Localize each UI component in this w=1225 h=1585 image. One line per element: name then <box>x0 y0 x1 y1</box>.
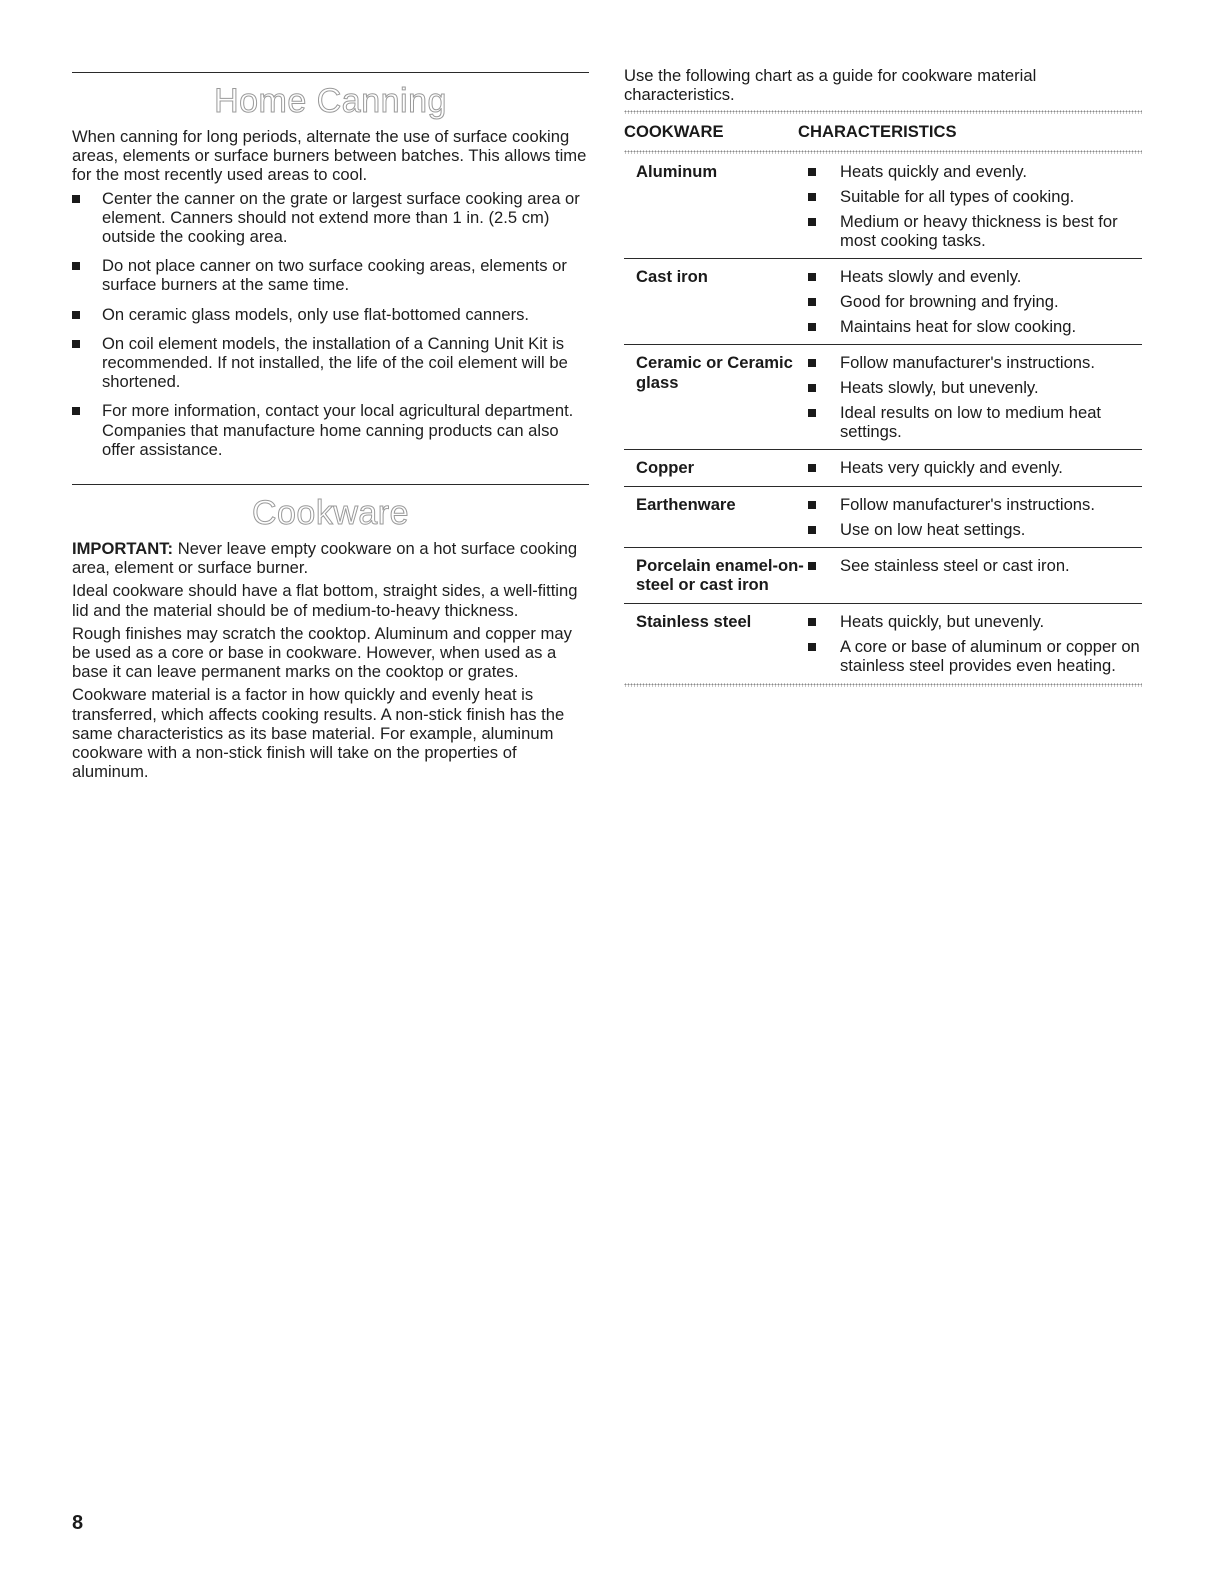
bullet-text: On ceramic glass models, only use flat-bottomed canners. <box>102 304 530 324</box>
characteristic-text: Suitable for all types of cooking. <box>840 187 1075 206</box>
column-header-characteristics: CHARACTERISTICS <box>798 122 957 141</box>
important-note <box>72 539 589 577</box>
bullet-square-icon <box>72 407 80 415</box>
list-item <box>828 458 1142 477</box>
bullet-square-icon <box>808 218 816 226</box>
table-row <box>624 604 1142 683</box>
characteristics-list <box>828 612 1142 675</box>
list-item <box>828 612 1142 631</box>
home-canning-heading: Home Canning <box>214 82 447 120</box>
list-item <box>828 353 1142 372</box>
material-name: Aluminum <box>636 162 718 181</box>
material-name: Cast iron <box>636 267 708 286</box>
section-divider <box>72 72 589 73</box>
table-row <box>624 259 1142 345</box>
characteristic-text: Ideal results on low to medium heat settings. <box>840 403 1102 441</box>
left-column <box>72 72 589 785</box>
bullet-square-icon <box>808 409 816 417</box>
list-item <box>828 403 1142 441</box>
list-item <box>72 305 589 324</box>
bullet-text: On coil element models, the installation of a Canning Unit Kit is recommended. If not installed, the life of the coil element will be shortened. <box>102 333 568 392</box>
list-item <box>828 292 1142 311</box>
material-name: Earthenware <box>636 494 736 514</box>
bullet-square-icon <box>808 298 816 306</box>
section-divider <box>72 484 589 485</box>
cookware-heading: Cookware <box>251 494 410 533</box>
characteristics-cell <box>814 556 1142 595</box>
characteristic-text: Maintains heat for slow cooking. <box>840 317 1077 336</box>
cookware-paragraph: Rough finishes may scratch the cooktop. Aluminum and copper may be used as a core or base in cookware. However, when used as a base it can leave permanent marks on the cooktop or grates. <box>72 623 572 682</box>
bullet-text: Do not place canner on two surface cooking areas, elements or surface burners at the same time. <box>102 256 567 295</box>
characteristic-text: Heats slowly and evenly. <box>840 267 1022 286</box>
bullet-square-icon <box>72 311 80 319</box>
list-item <box>828 317 1142 336</box>
bullet-square-icon <box>72 340 80 348</box>
list-item <box>828 637 1142 675</box>
characteristic-text: Follow manufacturer's instructions. <box>840 494 1095 514</box>
bullet-square-icon <box>808 323 816 331</box>
bullet-square-icon <box>808 562 816 570</box>
bullet-text: Center the canner on the grate or largest surface cooking area or element. Canners should not extend more than 1 in. (2.5 cm) outside the cooking area. <box>102 188 580 247</box>
list-item <box>72 334 589 392</box>
list-item <box>828 267 1142 286</box>
cookware-table-body <box>624 154 1142 683</box>
important-label: IMPORTANT: <box>72 539 174 559</box>
table-header <box>624 114 1142 150</box>
table-bottom-rule <box>624 683 1142 687</box>
material-name: Ceramic or Ceramic glass <box>636 353 793 392</box>
bullet-square-icon <box>808 643 816 651</box>
list-item <box>72 401 589 459</box>
bullet-square-icon <box>808 618 816 626</box>
characteristics-cell <box>814 458 1142 478</box>
page-number: 8 <box>72 1512 84 1534</box>
table-row <box>624 548 1142 604</box>
table-row <box>624 487 1142 548</box>
bullet-square-icon <box>808 168 816 176</box>
cookware-section <box>72 539 589 781</box>
bullet-square-icon <box>808 193 816 201</box>
characteristic-text: Medium or heavy thickness is best for most cooking tasks. <box>840 212 1118 250</box>
right-column <box>624 66 1142 687</box>
characteristics-list <box>828 458 1142 477</box>
bullet-square-icon <box>72 195 80 203</box>
bullet-square-icon <box>808 384 816 392</box>
characteristics-cell <box>814 353 1142 441</box>
column-header-cookware: COOKWARE <box>624 122 724 141</box>
list-item <box>828 495 1142 514</box>
characteristic-text: See stainless steel or cast iron. <box>840 555 1070 575</box>
material-name: Copper <box>636 458 695 477</box>
bullet-square-icon <box>808 273 816 281</box>
characteristic-text: Heats very quickly and evenly. <box>840 458 1063 477</box>
characteristic-text: A core or base of aluminum or copper on stainless steel provides even heating. <box>840 636 1140 675</box>
home-canning-bullets <box>72 189 589 459</box>
characteristics-cell <box>814 495 1142 539</box>
list-item <box>828 556 1142 575</box>
characteristic-text: Heats quickly and evenly. <box>840 162 1027 181</box>
characteristics-cell <box>814 162 1142 250</box>
cookware-paragraph: Cookware material is a factor in how quickly and evenly heat is transferred, which affects cooking results. A non-stick finish has the same characteristics as its base material. For example, aluminum cookware with a non-stick finish will take on the properties of aluminum. <box>72 685 565 782</box>
characteristic-text: Follow manufacturer's instructions. <box>840 353 1095 372</box>
bullet-square-icon <box>808 501 816 509</box>
cookware-paragraph: Ideal cookware should have a flat bottom, straight sides, a well-fitting lid and the material should be of medium-to-heavy thickness. <box>72 581 578 620</box>
chart-intro: Use the following chart as a guide for cookware material characteristics. <box>624 66 1037 104</box>
bullet-text: For more information, contact your local agricultural department. Companies that manufacture home canning products can also offer assistance. <box>102 401 574 459</box>
characteristics-list <box>828 162 1142 250</box>
characteristics-list <box>828 495 1142 539</box>
list-item <box>828 212 1142 250</box>
bullet-square-icon <box>72 262 80 270</box>
characteristics-cell <box>814 267 1142 336</box>
list-item <box>828 520 1142 539</box>
characteristics-list <box>828 353 1142 441</box>
characteristic-text: Good for browning and frying. <box>840 292 1059 311</box>
list-item <box>828 187 1142 206</box>
bullet-square-icon <box>808 526 816 534</box>
characteristics-list <box>828 267 1142 336</box>
list-item <box>828 162 1142 181</box>
home-canning-section <box>72 127 589 473</box>
characteristics-cell <box>814 612 1142 675</box>
list-item <box>828 378 1142 397</box>
characteristic-text: Heats slowly, but unevenly. <box>840 378 1039 397</box>
bullet-square-icon <box>808 464 816 472</box>
table-row <box>624 345 1142 450</box>
home-canning-intro: When canning for long periods, alternate the use of surface cooking areas, elements or surface burners between batches. This allows time for the most recently used areas to cool. <box>72 127 587 185</box>
characteristic-text: Heats quickly, but unevenly. <box>840 611 1045 631</box>
list-item <box>72 189 589 247</box>
important-text: Never leave empty cookware on a hot surface cooking area, element or surface burner. <box>72 539 578 578</box>
table-row <box>624 154 1142 259</box>
characteristics-list <box>828 556 1142 575</box>
table-row <box>624 450 1142 487</box>
bullet-square-icon <box>808 359 816 367</box>
material-name: Porcelain enamel-on-steel or cast iron <box>636 555 804 594</box>
characteristic-text: Use on low heat settings. <box>840 519 1026 539</box>
list-item <box>72 256 589 294</box>
material-name: Stainless steel <box>636 611 752 631</box>
